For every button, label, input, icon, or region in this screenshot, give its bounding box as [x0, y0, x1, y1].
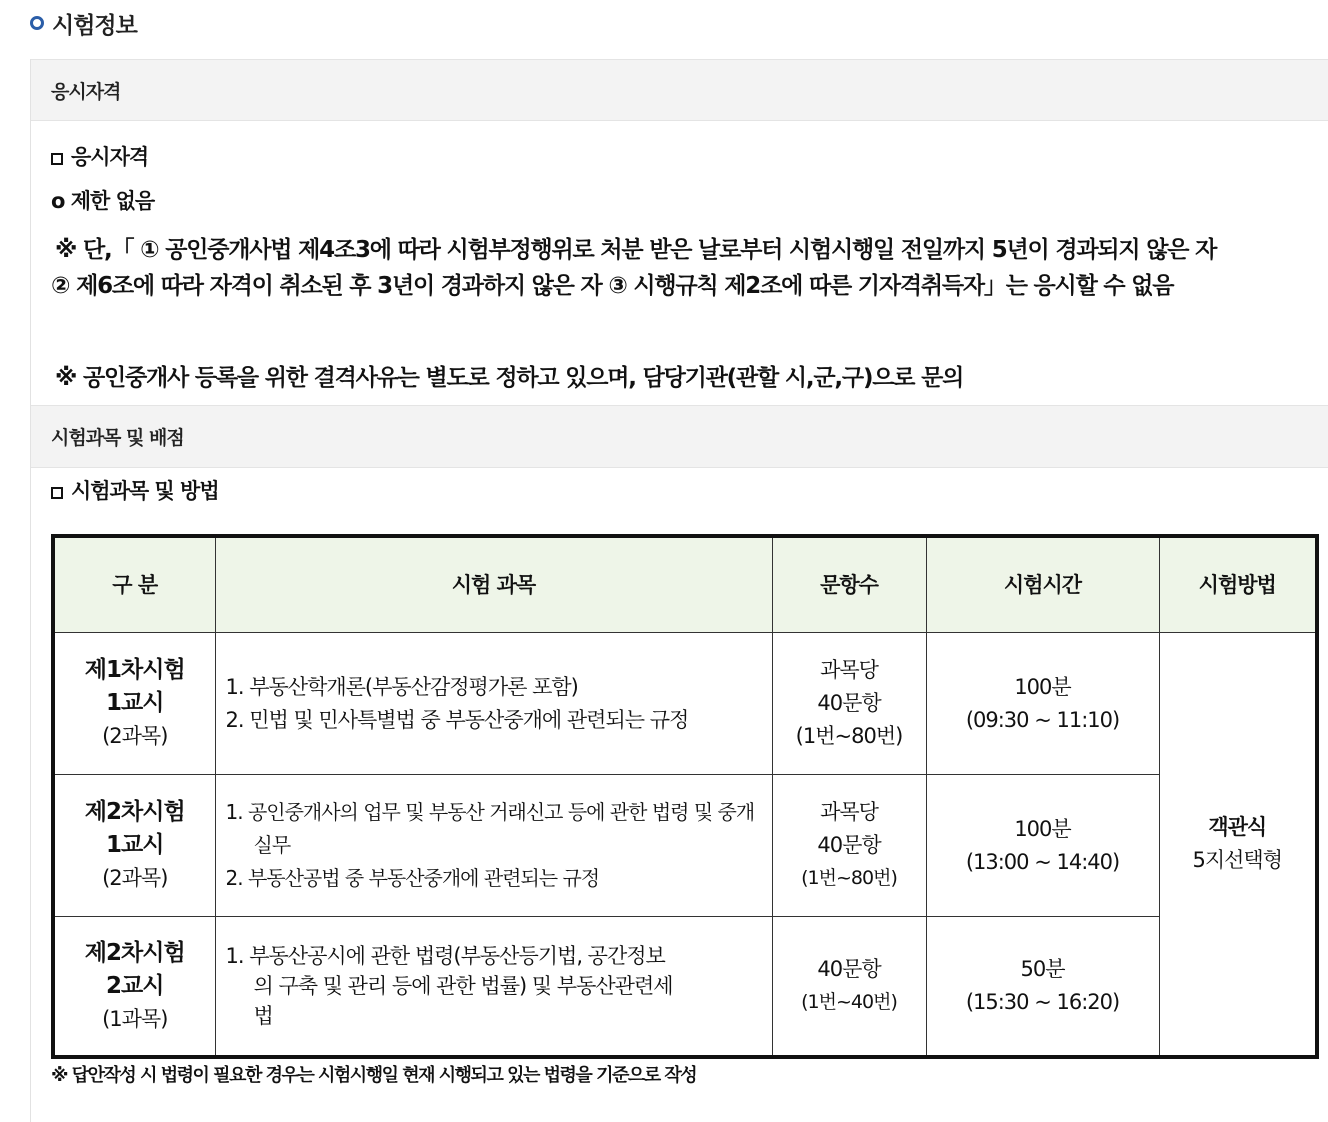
subject-item: 1. 공인중개사의 업무 및 부동산 거래신고 등에 관한 법령 및 중개 — [225, 800, 755, 825]
session-name: 제2차시험 — [84, 939, 185, 966]
subject-item: 2. 부동산공법 중 부동산중개에 관련되는 규정 — [225, 866, 600, 891]
questions-count: 40문항 — [817, 691, 881, 716]
time-duration: 100분 — [1014, 674, 1071, 699]
subject-item-continued: 의 구축 및 관리 등에 관한 법률) 및 부동산관련세 — [253, 974, 673, 999]
header-cell-subject: 시험 과목 — [215, 536, 772, 633]
session-name: 제1차시험 — [84, 657, 185, 684]
exam-schedule-table — [51, 534, 1319, 1059]
subjects-box-heading — [51, 475, 219, 505]
subject-cell — [215, 633, 772, 775]
questions-range: (1번~80번) — [795, 724, 903, 749]
subject-cell — [215, 775, 772, 917]
subject-item-continued: 실무 — [253, 833, 291, 858]
session-subject-count: (2과목) — [102, 724, 168, 749]
page-title — [30, 8, 137, 38]
section-header-eligibility-text: 응시자격 — [51, 80, 121, 103]
time-duration: 100분 — [1014, 816, 1071, 841]
header-cell-category: 구 분 — [53, 536, 215, 633]
questions-cell — [772, 775, 926, 917]
session-cell — [53, 917, 215, 1057]
session-subject-count: (1과목) — [102, 1006, 168, 1031]
questions-per-subject: 과목당 — [820, 658, 878, 683]
eligibility-box-heading-text: 응시자격 — [71, 145, 149, 169]
header-cell-questions: 문항수 — [772, 536, 926, 633]
method-cell — [1159, 633, 1317, 1058]
section-header-subjects — [31, 405, 1328, 468]
time-cell — [926, 775, 1159, 917]
eligibility-note-line-1: ※ 단,「 ① 공인중개사법 제4조3에 따라 시험부정행위로 처분 받은 날로부터 시험시행일 전일까지 5년이 경과되지 않은 자 — [55, 237, 1217, 263]
page-title-text: 시험정보 — [52, 12, 137, 39]
session-name: 제2차시험 — [84, 799, 185, 826]
square-bullet-icon — [51, 487, 63, 499]
eligibility-box-heading — [51, 141, 148, 171]
questions-range: (1번~40번) — [801, 991, 897, 1014]
questions-count: 40문항 — [817, 833, 881, 858]
table-row — [53, 917, 1317, 1057]
time-range: (09:30 ~ 11:10) — [965, 707, 1120, 732]
time-cell — [926, 633, 1159, 775]
table-row — [53, 775, 1317, 917]
time-cell — [926, 917, 1159, 1057]
time-range: (15:30 ~ 16:20) — [965, 990, 1120, 1015]
section-header-eligibility — [31, 59, 1328, 121]
subject-item: 1. 부동산학개론(부동산감정평가론 포함) — [225, 674, 578, 699]
method-sub: 5지선택형 — [1192, 848, 1282, 872]
section-header-subjects-text: 시험과목 및 배점 — [51, 427, 184, 449]
session-subject-count: (2과목) — [102, 866, 168, 891]
subject-item: 2. 민법 및 민사특별법 중 부동산중개에 관련되는 규정 — [225, 707, 689, 732]
header-cell-method: 시험방법 — [1159, 536, 1317, 633]
session-period: 2교시 — [106, 972, 164, 999]
content-box — [30, 59, 1328, 1122]
header-cell-time: 시험시간 — [926, 536, 1159, 633]
circle-bullet-icon — [30, 16, 44, 30]
session-period: 1교시 — [106, 690, 164, 717]
eligibility-note-line-3: ※ 공인중개사 등록을 위한 결격사유는 별도로 정하고 있으며, 담당기관(관할 시,군,구)으로 문의 — [55, 365, 964, 391]
method-main: 객관식 — [1208, 815, 1267, 839]
no-limit-line: o 제한 없음 — [51, 189, 155, 213]
eligibility-note-line-2: ② 제6조에 따라 자격이 취소된 후 3년이 경과하지 않은 자 ③ 시행규칙 제2조에 따른 기자격취득자」는 응시할 수 없음 — [51, 273, 1174, 299]
square-bullet-icon — [51, 153, 63, 165]
questions-range: (1번~80번) — [801, 867, 897, 890]
time-range: (13:00 ~ 14:40) — [965, 849, 1120, 874]
questions-cell — [772, 633, 926, 775]
subject-item-continued: 법 — [253, 1004, 273, 1029]
subjects-box-heading-text: 시험과목 및 방법 — [71, 479, 219, 503]
table-header-row — [53, 536, 1317, 633]
subject-cell — [215, 917, 772, 1057]
questions-cell — [772, 917, 926, 1057]
session-period: 1교시 — [106, 832, 164, 859]
questions-count: 40문항 — [817, 957, 881, 982]
questions-per-subject: 과목당 — [820, 800, 878, 825]
table-footnote: ※ 답안작성 시 법령이 필요한 경우는 시험시행일 현재 시행되고 있는 법령을 기준으로 작성 — [51, 1065, 697, 1086]
subject-item: 1. 부동산공시에 관한 법령(부동산등기법, 공간정보 — [225, 944, 665, 969]
session-cell — [53, 775, 215, 917]
time-duration: 50분 — [1020, 957, 1065, 982]
session-cell — [53, 633, 215, 775]
table-row — [53, 633, 1317, 775]
